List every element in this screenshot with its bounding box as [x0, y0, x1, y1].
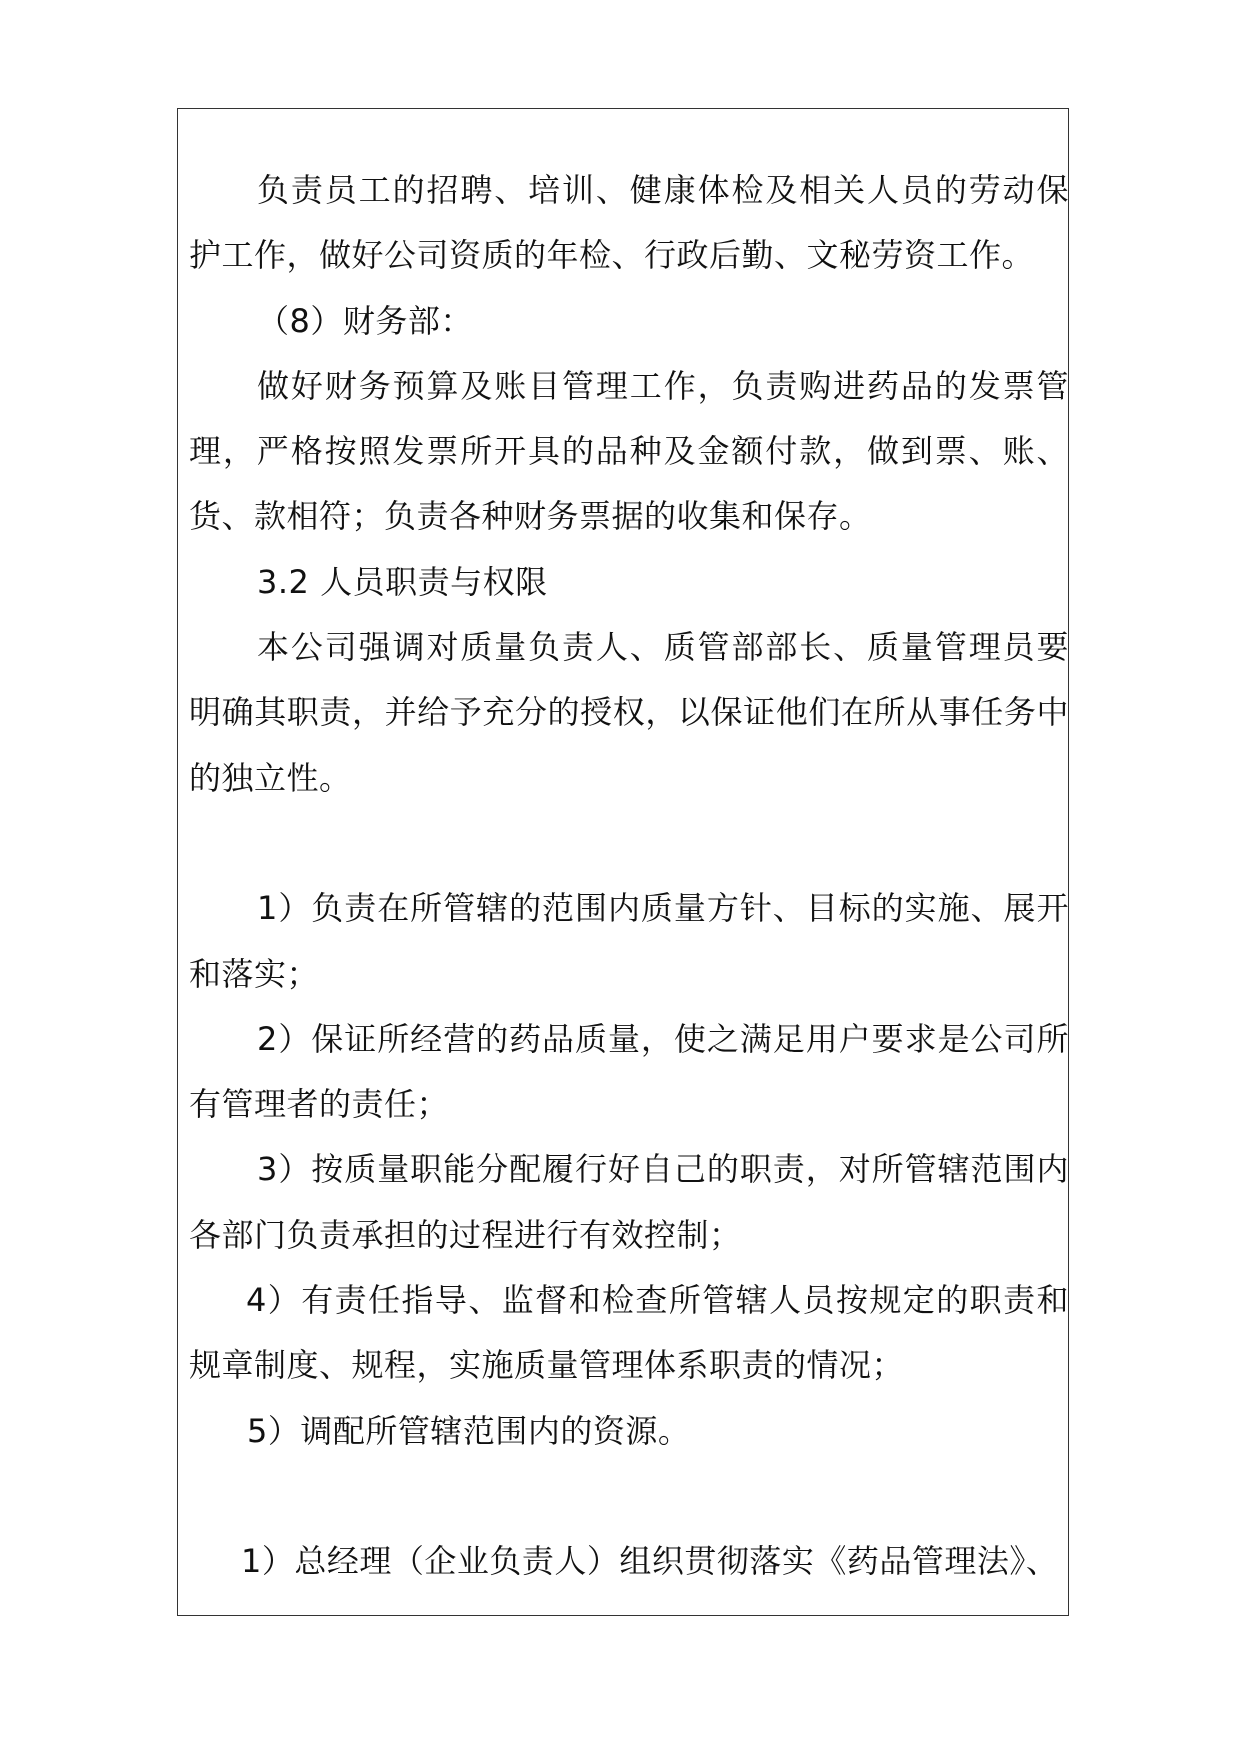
list-item-2: 2）保证所经营的药品质量，使之满足用户要求是公司所有管理者的责任；	[189, 1019, 1069, 1124]
heading-section-3-2: 3.2 人员职责与权限	[257, 562, 548, 601]
heading-finance-dept: （8）财务部：	[257, 301, 473, 340]
paragraph-hr-duties: 负责员工的招聘、培训、健康体检及相关人员的劳动保护工作，做好公司资质的年检、行政后勤、文秘劳资工作。	[189, 171, 1069, 275]
paragraph-finance-duties: 做好财务预算及账目管理工作，负责购进药品的发票管理，严格按照发票所开具的品种及金额付款，做到票、账、货、款相符；负责各种财务票据的收集和保存。	[189, 366, 1069, 536]
list-item-5: 5）调配所管辖范围内的资源。	[247, 1411, 691, 1450]
blank-line	[189, 811, 1069, 876]
paragraph-responsibility-intro: 本公司强调对质量负责人、质管部部长、质量管理员要明确其职责，并给予充分的授权，以保证他们在所从事任务中的独立性。	[189, 628, 1069, 797]
blank-line	[189, 1464, 1069, 1529]
list-item-gm-1: 1）总经理（企业负责人）组织贯彻落实《药品管理法》、	[241, 1542, 1059, 1581]
list-item-1: 1）负责在所管辖的范围内质量方针、目标的实施、展开和落实；	[189, 889, 1069, 993]
list-item-4: 4）有责任指导、监督和检查所管辖人员按规定的职责和规章制度、规程，实施质量管理体系职责的情况；	[189, 1281, 1069, 1385]
document-body	[189, 158, 1069, 1595]
list-item-3: 3）按质量职能分配履行好自己的职责，对所管辖范围内各部门负责承担的过程进行有效控制；	[189, 1150, 1069, 1254]
